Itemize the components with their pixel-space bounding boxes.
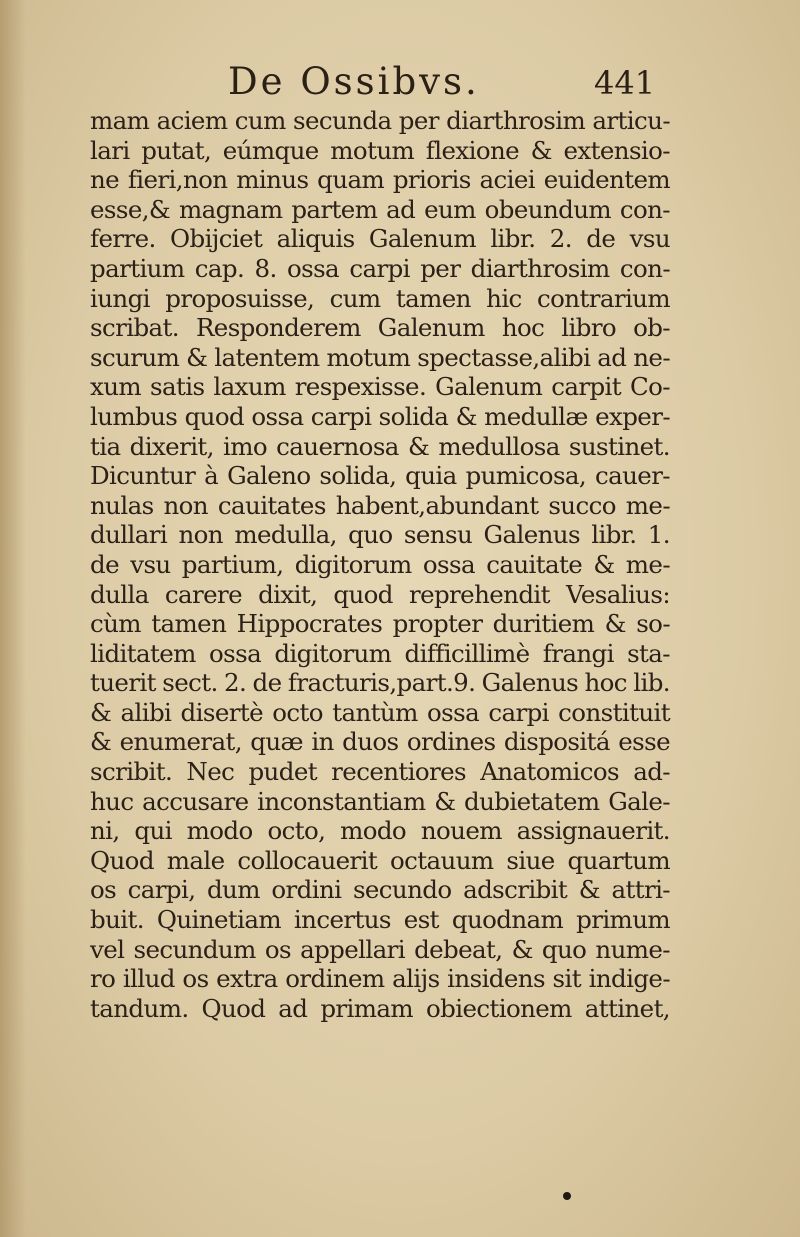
text-line: ferre. Obijciet aliquis Galenum libr. 2. de vsu xyxy=(90,224,670,254)
text-line: tia dixerit, imo cauernosa & medullosa sustinet. xyxy=(90,431,670,461)
text-line: liditatem ossa digitorum difficillimè frangi sta- xyxy=(90,638,670,668)
text-line: os carpi, dum ordini secundo adscribit & attri- xyxy=(90,875,670,905)
page-dot xyxy=(563,1192,571,1200)
text-line: & enumerat, quæ in duos ordines dispositá esse xyxy=(90,727,670,757)
text-line: & alibi disertè octo tantùm ossa carpi constituit xyxy=(90,697,670,727)
text-line: iungi proposuisse, cum tamen hic contrarium xyxy=(90,283,670,313)
gutter-shadow xyxy=(0,0,26,1237)
text-line: lari putat, eúmque motum flexione & extensio- xyxy=(90,135,670,165)
text-line: Dicuntur à Galeno solida, quia pumicosa, cauer- xyxy=(90,461,670,491)
text-line: scribat. Responderem Galenum hoc libro ob- xyxy=(90,313,670,343)
text-line: ne fieri,non minus quam prioris aciei euidentem xyxy=(90,165,670,195)
running-head: De Ossibvs. xyxy=(228,60,480,103)
body-text xyxy=(90,106,670,1023)
text-line: nulas non cauitates habent,abundant succo me- xyxy=(90,490,670,520)
text-line: partium cap. 8. ossa carpi per diarthrosim con- xyxy=(90,253,670,283)
text-line: Quod male collocauerit octauum siue quartum xyxy=(90,845,670,875)
text-line: dullari non medulla, quo sensu Galenus libr. 1. xyxy=(90,520,670,550)
text-line: scurum & latentem motum spectasse,alibi ad ne- xyxy=(90,342,670,372)
page-header xyxy=(0,58,800,108)
text-line: xum satis laxum respexisse. Galenum carpit Co- xyxy=(90,372,670,402)
text-line: ro illud os extra ordinem alijs insidens sit indige- xyxy=(90,964,670,994)
text-line: esse,& magnam partem ad eum obeundum con- xyxy=(90,194,670,224)
text-line: huc accusare inconstantiam & dubietatem Gale- xyxy=(90,786,670,816)
text-line: dulla carere dixit, quod reprehendit Vesalius: xyxy=(90,579,670,609)
text-line: tandum. Quod ad primam obiectionem attinet, xyxy=(90,993,670,1023)
page-number: 441 xyxy=(594,64,656,102)
text-line: lumbus quod ossa carpi solida & medullæ exper- xyxy=(90,401,670,431)
text-line: de vsu partium, digitorum ossa cauitate & me- xyxy=(90,549,670,579)
text-line: buit. Quinetiam incertus est quodnam primum xyxy=(90,905,670,935)
text-line: tuerit sect. 2. de fracturis,part.9. Galenus hoc lib. xyxy=(90,668,670,698)
text-line: cùm tamen Hippocrates propter duritiem & so- xyxy=(90,609,670,639)
text-line: ni, qui modo octo, modo nouem assignauerit. xyxy=(90,816,670,846)
text-line: mam aciem cum secunda per diarthrosim articu- xyxy=(90,106,670,135)
text-line: vel secundum os appellari debeat, & quo nume- xyxy=(90,934,670,964)
text-line: scribit. Nec pudet recentiores Anatomicos ad- xyxy=(90,757,670,787)
